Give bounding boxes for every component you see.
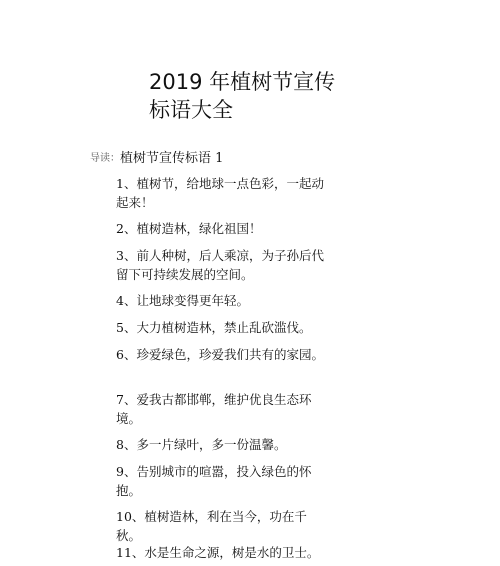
slogan-item: 5、大力植树造林，禁止乱砍滥伐。: [116, 320, 312, 335]
lead-label: 导读：: [90, 153, 120, 164]
lead-text: 植树节宣传标语 1: [120, 151, 224, 166]
title-line-2: 标语大全: [149, 98, 233, 122]
slogan-item: 1、植树节，给地球一点色彩，一起动起来！: [116, 176, 324, 210]
slogan-item: 8、多一片绿叶，多一份温馨。: [116, 437, 287, 452]
slogan-item: 6、珍爱绿色，珍爱我们共有的家园。: [116, 347, 324, 362]
slogan-item: 4、让地球变得更年轻。: [116, 293, 249, 308]
slogan-item: 10、植树造林，利在当今，功在千秋。: [116, 509, 307, 543]
lead-line: [90, 147, 390, 166]
slogan-item: 7、爱我古都邯郸，维护优良生态环境。: [116, 392, 312, 426]
title-line-1: 2019 年植树节宣传: [149, 70, 336, 94]
slogan-item: 11、水是生命之源，树是水的卫士。: [116, 545, 320, 560]
document-title: [149, 68, 349, 124]
slogan-item: 3、前人种树，后人乘凉，为子孙后代留下可持续发展的空间。: [116, 248, 324, 282]
slogan-item: 2、植树造林，绿化祖国！: [116, 221, 262, 236]
slogan-item: 9、告别城市的喧嚣，投入绿色的怀抱。: [116, 464, 312, 498]
